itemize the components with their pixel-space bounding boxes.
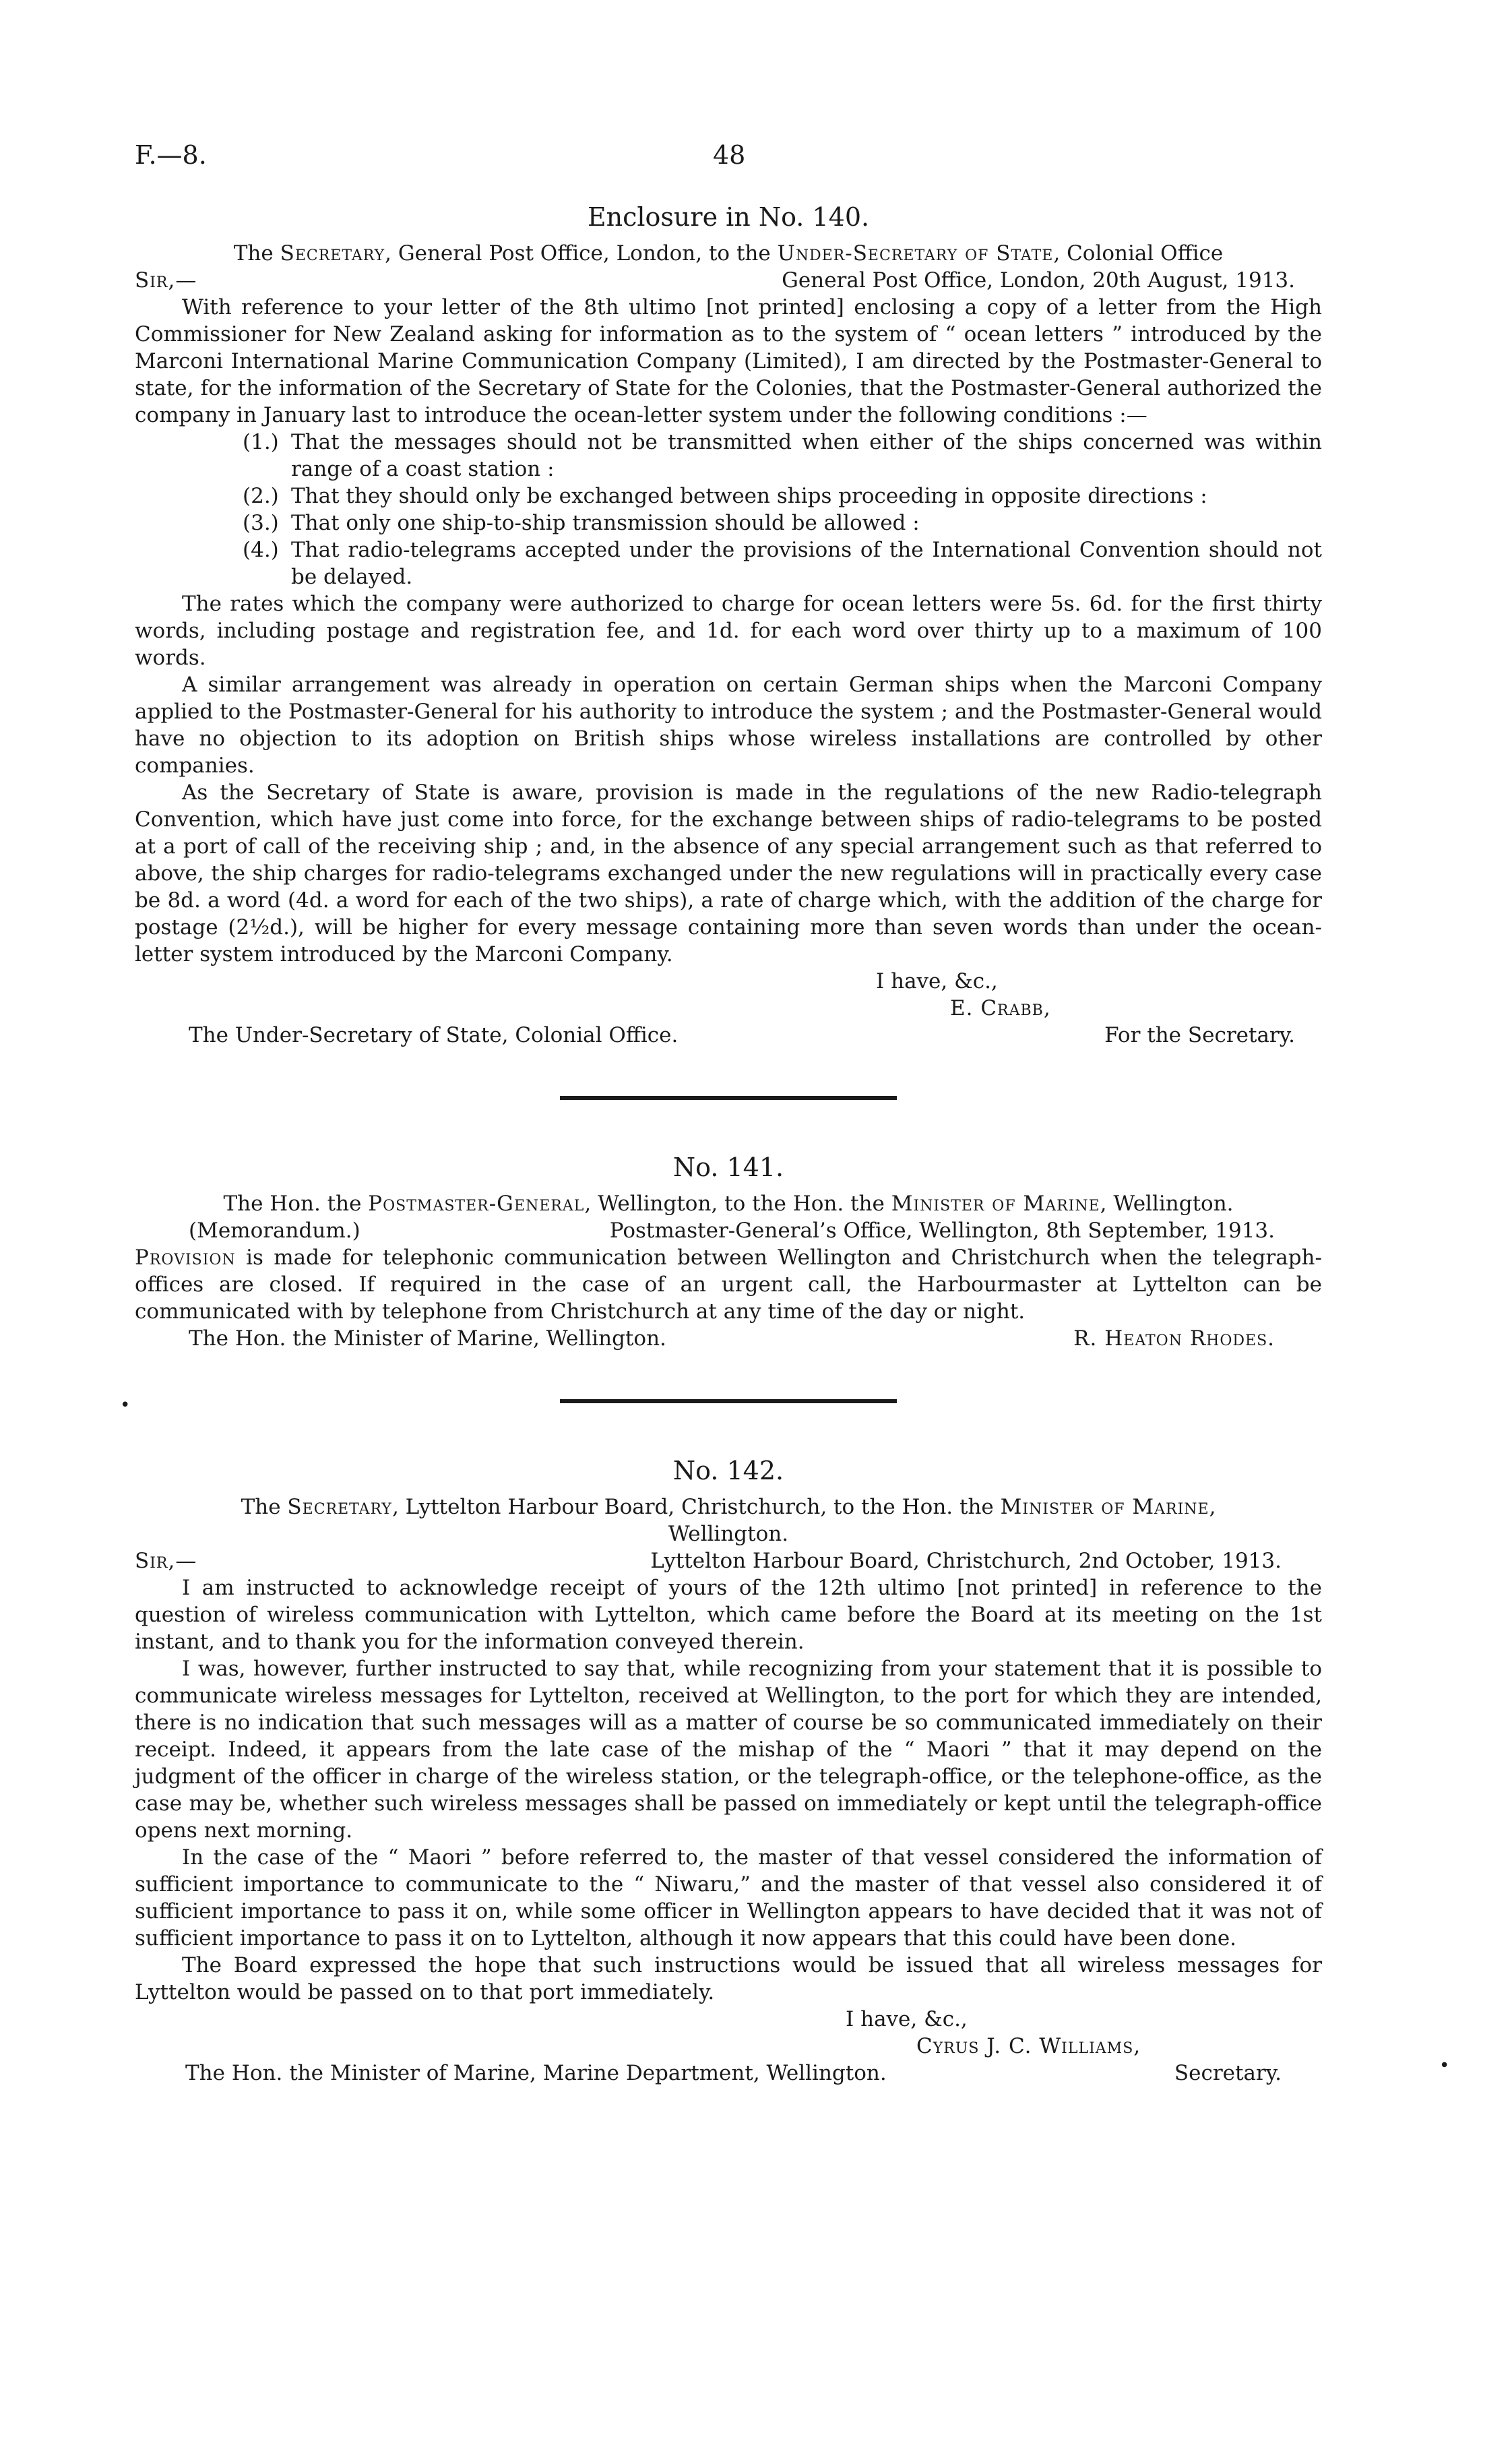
addressee-row xyxy=(135,2060,1322,2087)
closing: I have, &c., xyxy=(876,969,998,993)
signature-title: Secretary. xyxy=(1174,2061,1282,2085)
addressee: The Under-Secretary of State, Colonial Office. xyxy=(189,1023,679,1047)
salutation-row xyxy=(135,267,1322,294)
signature: E. Crabb, xyxy=(950,996,1051,1020)
addressee: The Hon. the Minister of Marine, Wellington. xyxy=(189,1326,666,1351)
signature: Cyrus J. C. Williams, xyxy=(916,2034,1141,2058)
document-reference: F.—8. xyxy=(135,140,207,170)
letter-141 xyxy=(135,1151,1322,1352)
section-divider xyxy=(560,1096,897,1100)
addressee-row xyxy=(135,1022,1322,1049)
memo-row xyxy=(135,1217,1322,1244)
paragraph: The rates which the company were authorized to charge for ocean letters were 5s. 6d. for the first thirty words, including postage and registration fee, and 1d. for each word over thirty up to a maximum of 100 words. xyxy=(135,592,1322,670)
memo-label: (Memorandum.) xyxy=(189,1219,360,1243)
conditions-list xyxy=(135,429,1322,590)
paragraph: As the Secretary of State is aware, provision is made in the regulations of the new Radio-telegraph Convention, which have just come into force, for the exchange between ships of radio-telegrams to be posted at a port of call of the receiving ship ; and, in the absence of any special arrangement such as that referred to above, the ship charges for radio-telegrams exchanged under the new regulations will in practically every case be 8d. a word (4d. a word for each of the two ships), a rate of charge which, with the addition of the charge for postage (2½d.), will be higher for every message containing more than seven words than under the ocean-letter system introduced by the Marconi Company. xyxy=(135,780,1322,966)
paragraph: Provision is made for telephonic communication between Wellington and Christchurch when the telegraph-offices are closed. If required in the case of an urgent call, the Harbourmaster at Lyttelton can be communicated with by telephone from Christchurch at any time of the day or night. xyxy=(135,1246,1322,1324)
address-line: The Secretary, Lyttelton Harbour Board, Christchurch, to the Hon. the Minister of Marine, xyxy=(241,1495,1216,1519)
closing: I have, &c., xyxy=(846,2007,968,2031)
address-line: The Secretary, General Post Office, London, to the Under-Secretary of State, Colonial Office xyxy=(233,241,1224,266)
enclosure-140 xyxy=(135,201,1322,1049)
dateline: General Post Office, London, 20th August, 1913. xyxy=(782,268,1295,293)
paragraph: I am instructed to acknowledge receipt of yours of the 12th ultimo [not printed] in reference to the question of wireless communication with Lyttelton, which came before the Board at its meeting on the 1st instant, and to thank you for the information conveyed therein. xyxy=(135,1576,1322,1654)
running-head xyxy=(135,142,1322,182)
addressee-row xyxy=(135,1325,1322,1352)
paragraph: A similar arrangement was already in operation on certain German ships when the Marconi Company applied to the Postmaster-General for his authority to introduce the system ; and the Postmaster-General would have no objection to its adoption on British ships whose wireless installations are controlled by other companies. xyxy=(135,673,1322,778)
paragraph: The Board expressed the hope that such instructions would be issued that all wireless messages for Lyttelton would be passed on to that port immediately. xyxy=(135,1953,1322,2004)
section-heading: No. 142. xyxy=(672,1456,784,1485)
address-line-2: Wellington. xyxy=(668,1522,789,1546)
page-number: 48 xyxy=(713,140,746,170)
section-heading: Enclosure in No. 140. xyxy=(587,202,870,232)
salutation: Sir,— xyxy=(135,1549,197,1573)
list-item: (4.) That radio-telegrams accepted under the provisions of the International Convention should not be delayed. xyxy=(243,538,1322,589)
letter-142 xyxy=(135,1454,1322,2087)
dateline: Lyttelton Harbour Board, Christchurch, 2nd October, 1913. xyxy=(650,1549,1282,1573)
paragraph: I was, however, further instructed to say that, while recognizing from your statement that it is possible to communicate wireless messages for Lyttelton, received at Wellington, to the port for which they are intended, there is no indication that such messages will as a matter of course be so communicated immediately on their receipt. Indeed, it appears from the late case of the mishap of the “ Maori ” that it may depend on the judgment of the officer in charge of the wireless station, or the telegraph-office, or the telephone-office, as the case may be, whether such wireless messages shall be passed on immediately or kept until the telegraph-office opens next morning. xyxy=(135,1657,1322,1843)
section-heading: No. 141. xyxy=(672,1152,784,1182)
list-item: (1.) That the messages should not be transmitted when either of the ships concerned was within range of a coast station : xyxy=(243,430,1322,481)
salutation-row xyxy=(135,1547,1322,1574)
signature: R. Heaton Rhodes. xyxy=(1073,1326,1275,1351)
stray-mark-icon: • xyxy=(120,1395,131,1415)
addressee: The Hon. the Minister of Marine, Marine Department, Wellington. xyxy=(185,2061,887,2085)
list-item: (3.) That only one ship-to-ship transmission should be allowed : xyxy=(243,511,920,535)
salutation: Sir,— xyxy=(135,268,197,293)
stray-mark-icon: • xyxy=(1439,2056,1450,2076)
list-item: (2.) That they should only be exchanged between ships proceeding in opposite directions : xyxy=(243,484,1207,508)
section-divider xyxy=(560,1399,897,1403)
signature-title: For the Secretary. xyxy=(1104,1023,1295,1047)
paragraph: In the case of the “ Maori ” before referred to, the master of that vessel considered the information of sufficient importance to communicate to the “ Niwaru,” and the master of that vessel also considered it of sufficient importance to pass it on, while some officer in Wellington appears to have decided that it was not of sufficient importance to pass it on to Lyttelton, although it now appears that this could have been done. xyxy=(135,1845,1322,1950)
dateline: Postmaster-General’s Office, Wellington, 8th September, 1913. xyxy=(609,1219,1275,1243)
paragraph: With reference to your letter of the 8th ultimo [not printed] enclosing a copy of a letter from the High Commissioner for New Zealand asking for information as to the system of “ ocean letters ” introduced by the Marconi International Marine Communication Company (Limited), I am directed by the Postmaster-General to state, for the information of the Secretary of State for the Colonies, that the Postmaster-General authorized the company in January last to introduce the ocean-letter system under the following conditions :— xyxy=(135,295,1322,427)
address-line: The Hon. the Postmaster-General, Wellington, to the Hon. the Minister of Marine, Wellington. xyxy=(223,1192,1234,1216)
